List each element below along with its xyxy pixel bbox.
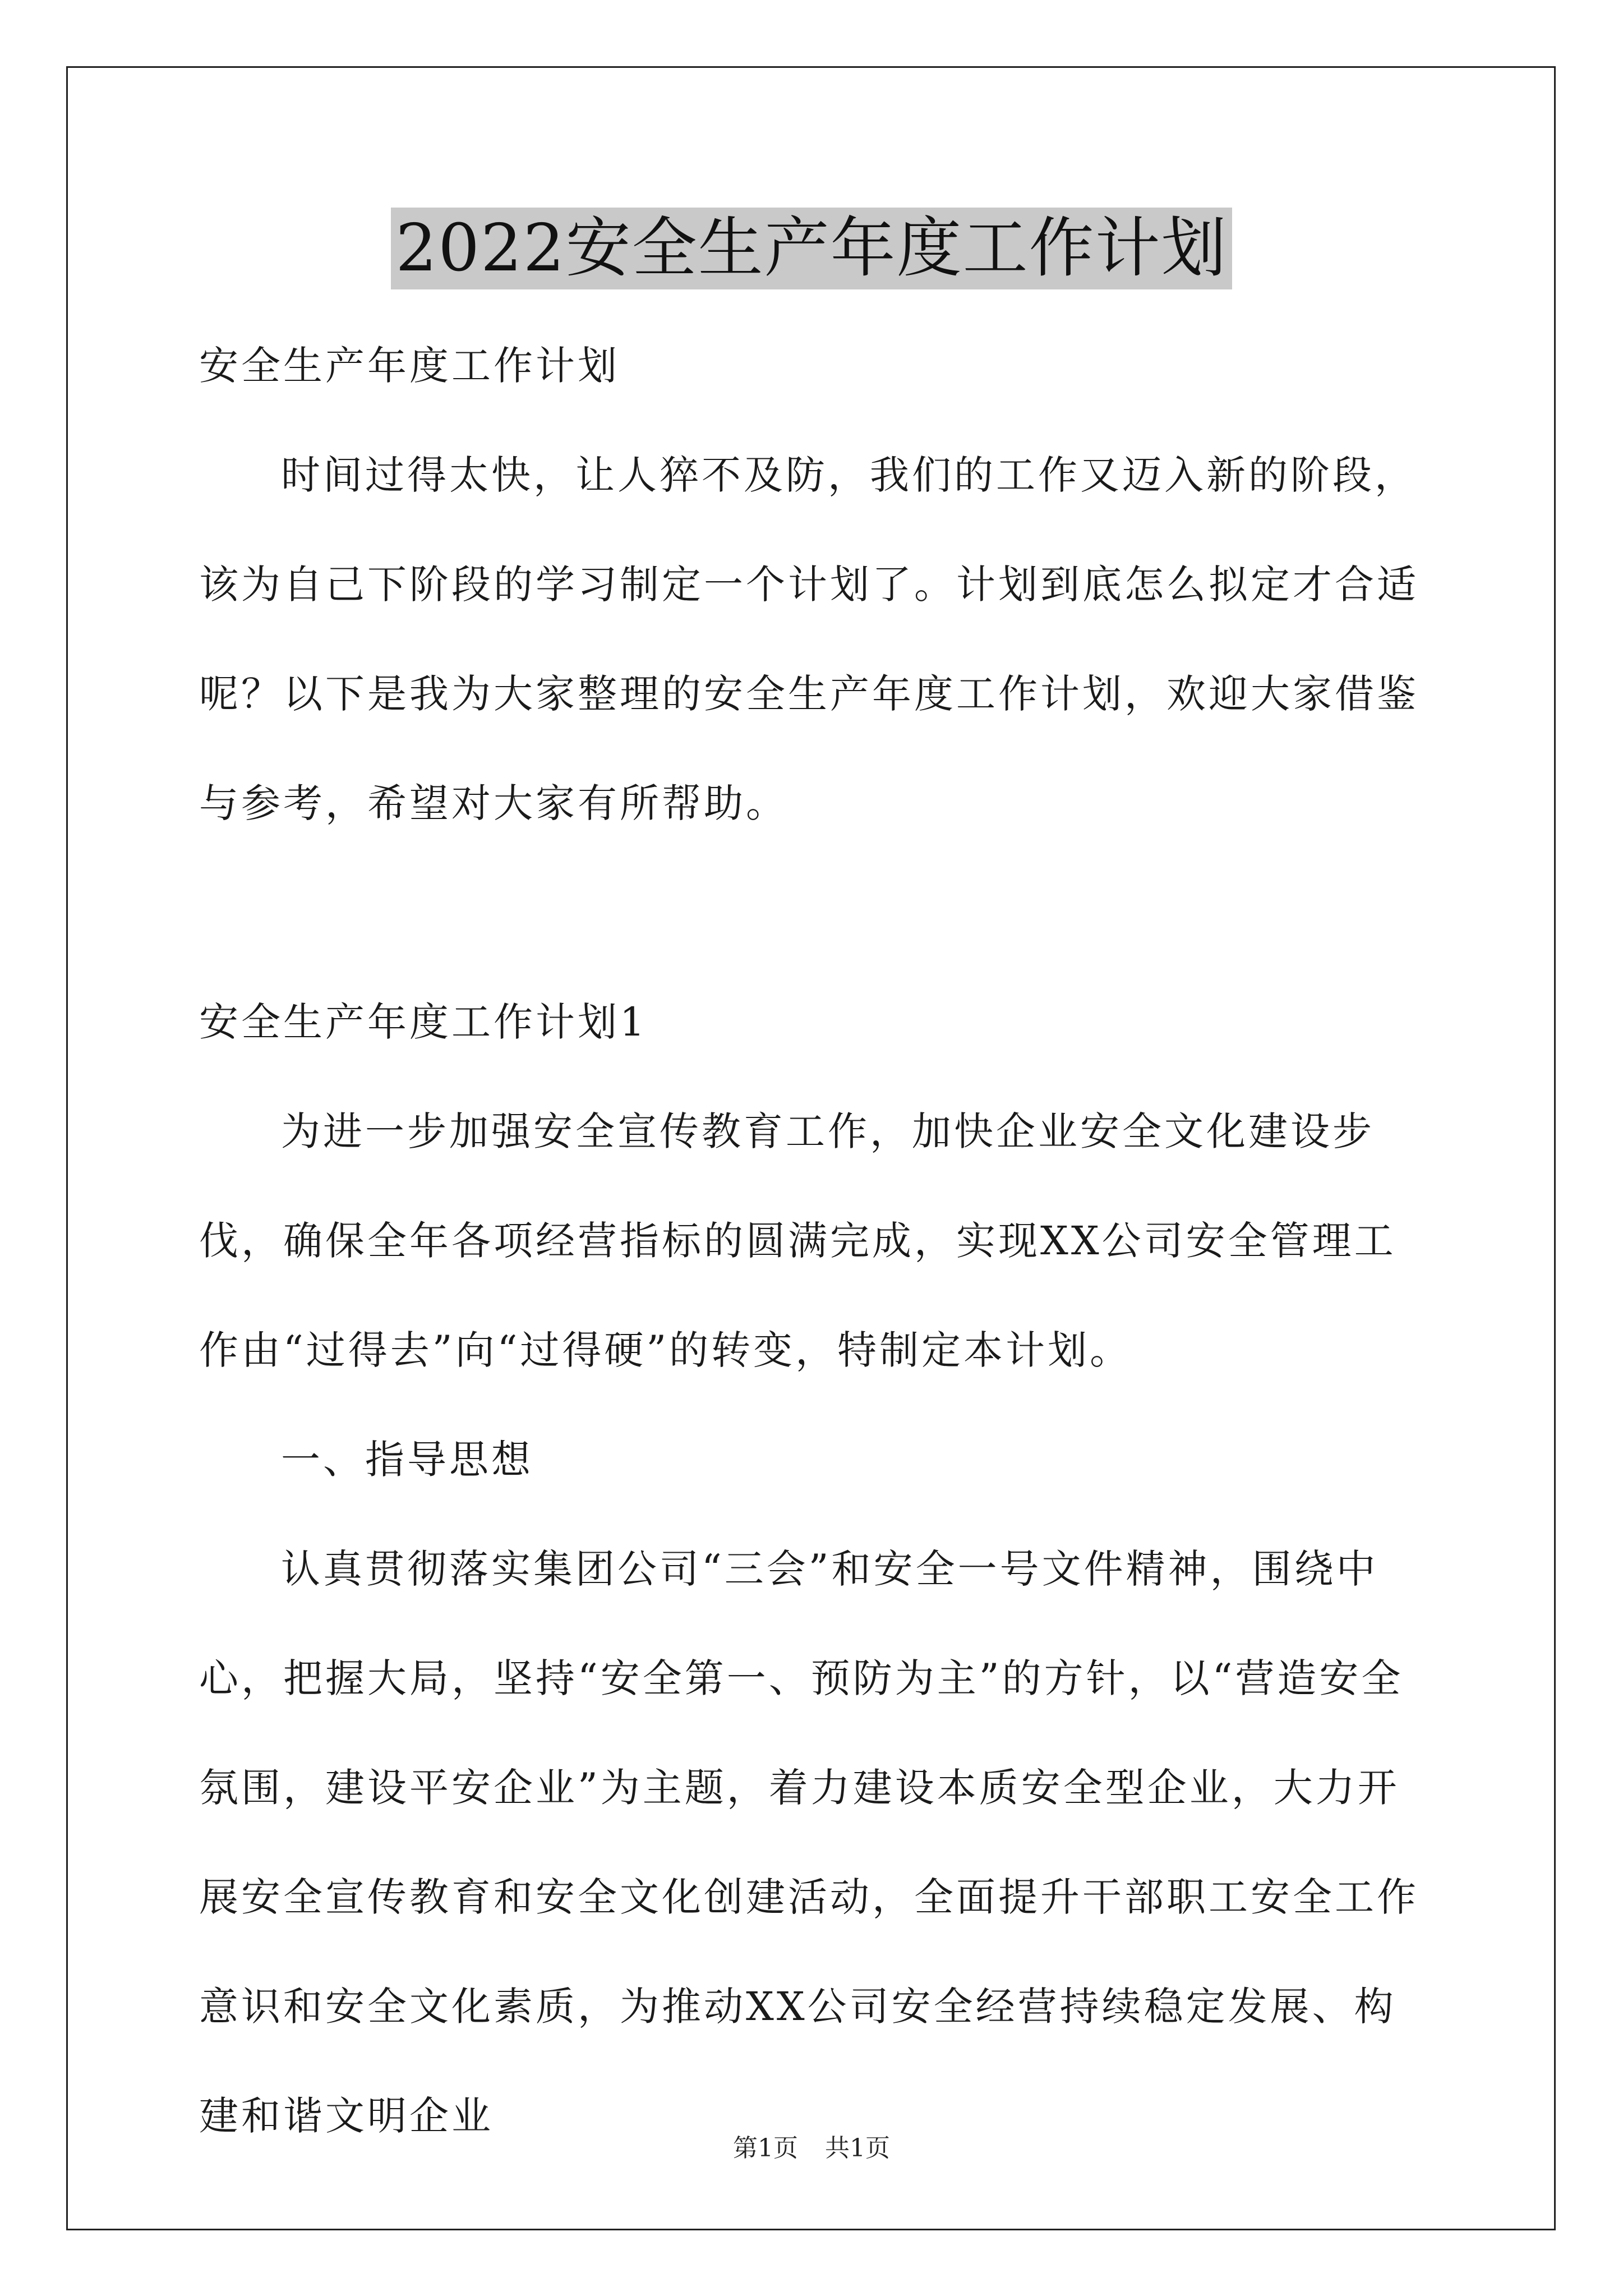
paragraph-gap: [199, 858, 1433, 968]
document-body: [199, 311, 1433, 2171]
intro-paragraph: 时间过得太快，让人猝不及防，我们的工作又迈入新的阶段，该为自己下阶段的学习制定一个计划了。计划到底怎么拟定才合适呢？以下是我为大家整理的安全生产年度工作计划，欢迎大家借鉴与参考，希望对大家有所帮助。: [199, 452, 1419, 826]
section-heading: 安全生产年度工作计划1: [199, 999, 648, 1045]
page-number: 第1页: [733, 2134, 798, 2162]
part-paragraph: 认真贯彻落实集团公司“三会”和安全一号文件精神，围绕中心，把握大局，坚持“安全第一、预防为主”的方针，以“营造安全氛围，建设平安企业”为主题，着力建设本质安全型企业，大力开展安全宣传教育和安全文化创建活动，全面提升干部职工安全工作意识和安全文化素质，为推动XX公司安全经营持续稳定发展、构建和谐文明企业: [199, 1546, 1419, 2139]
part-heading: 一、指导思想: [281, 1437, 533, 1483]
page-footer: [0, 2132, 1623, 2165]
section-paragraph: 为进一步加强安全宣传教育工作，加快企业安全文化建设步伐，确保全年各项经营指标的圆满完成，实现XX公司安全管理工作由“过得去”向“过得硬”的转变，特制定本计划。: [199, 1108, 1396, 1373]
document-title: 2022安全生产年度工作计划: [391, 208, 1232, 289]
title-area: [0, 208, 1623, 289]
subtitle: 安全生产年度工作计划: [199, 343, 620, 389]
page-total: 共1页: [825, 2134, 890, 2162]
